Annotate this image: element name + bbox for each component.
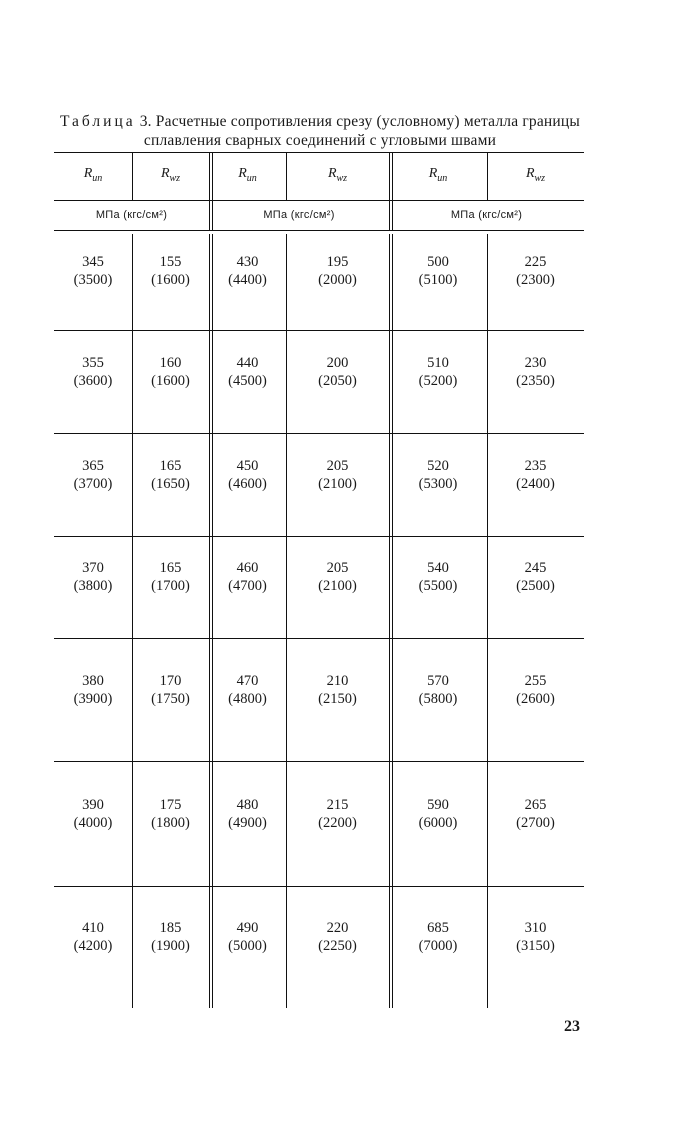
table-rule bbox=[54, 536, 584, 537]
cell-value-kgf: (2300) bbox=[516, 272, 555, 288]
caption-lead: Таблица bbox=[59, 113, 136, 130]
table-cell bbox=[487, 796, 584, 832]
cell-value-kgf: (2700) bbox=[516, 814, 555, 831]
cell-value-kgf: (1700) bbox=[151, 578, 190, 594]
cell-value-mpa: 220 bbox=[326, 920, 349, 936]
cell-value-mpa: 165 bbox=[159, 457, 182, 474]
cell-value-mpa: 490 bbox=[236, 920, 259, 936]
cell-value-kgf: (1650) bbox=[151, 475, 190, 492]
cell-value-mpa: 225 bbox=[524, 254, 547, 270]
table-cell bbox=[389, 559, 487, 595]
cell-value-mpa: 520 bbox=[427, 457, 449, 474]
column-rule bbox=[286, 234, 287, 1008]
table-cell bbox=[286, 354, 389, 390]
cell-value-mpa: 440 bbox=[236, 354, 259, 371]
column-rule bbox=[487, 234, 488, 1008]
cell-value-kgf: (4800) bbox=[228, 690, 267, 707]
table-cell bbox=[54, 253, 132, 289]
cell-value-kgf: (3600) bbox=[73, 372, 113, 389]
table-cell bbox=[54, 796, 132, 832]
column-rule bbox=[209, 234, 210, 1008]
cell-value-mpa: 195 bbox=[326, 254, 349, 270]
cell-value-mpa: 410 bbox=[82, 920, 104, 936]
column-header bbox=[389, 166, 487, 184]
column-header bbox=[54, 166, 132, 184]
cell-value-kgf: (5800) bbox=[418, 690, 458, 707]
cell-value-mpa: 510 bbox=[427, 354, 449, 371]
table-cell bbox=[286, 919, 389, 955]
column-header bbox=[286, 166, 389, 184]
table-rule bbox=[54, 230, 584, 231]
table-cell bbox=[132, 253, 209, 289]
cell-value-kgf: (4200) bbox=[73, 938, 113, 954]
cell-value-kgf: (4500) bbox=[228, 372, 267, 389]
cell-value-kgf: (2350) bbox=[516, 372, 555, 389]
table-cell bbox=[132, 559, 209, 595]
cell-value-kgf: (2500) bbox=[516, 578, 555, 594]
table-cell bbox=[209, 354, 286, 390]
table-cell bbox=[132, 796, 209, 832]
table-cell bbox=[209, 457, 286, 493]
cell-value-mpa: 470 bbox=[236, 672, 259, 689]
cell-value-kgf: (1900) bbox=[151, 938, 190, 954]
cell-value-kgf: (5500) bbox=[418, 578, 458, 594]
cell-value-kgf: (4600) bbox=[228, 475, 267, 492]
caption-text: 3. Расчетные сопротивления срезу (условному) металла границы сплавления сварных соединений с угловыми швами bbox=[135, 113, 581, 149]
table-cell bbox=[487, 559, 584, 595]
table-cell bbox=[389, 457, 487, 493]
header-symbol: R bbox=[327, 166, 337, 181]
cell-value-kgf: (3900) bbox=[73, 690, 113, 707]
header-subscript: wz bbox=[336, 172, 348, 184]
cell-value-kgf: (2400) bbox=[516, 475, 555, 492]
table-cell bbox=[286, 672, 389, 708]
cell-value-kgf: (3800) bbox=[73, 578, 113, 594]
cell-value-mpa: 175 bbox=[159, 796, 182, 813]
column-rule bbox=[132, 234, 133, 1008]
table-cell bbox=[209, 253, 286, 289]
cell-value-kgf: (4400) bbox=[228, 272, 267, 288]
header-symbol: R bbox=[238, 166, 247, 181]
cell-value-mpa: 685 bbox=[427, 920, 449, 936]
cell-value-mpa: 170 bbox=[159, 672, 182, 689]
cell-value-mpa: 310 bbox=[524, 920, 547, 936]
table-caption bbox=[50, 112, 590, 150]
cell-value-kgf: (2150) bbox=[318, 690, 357, 707]
cell-value-kgf: (4700) bbox=[228, 578, 267, 594]
table-cell bbox=[132, 354, 209, 390]
table-cell bbox=[389, 672, 487, 708]
column-header bbox=[132, 166, 209, 184]
column-header bbox=[209, 166, 286, 184]
header-subscript: wz bbox=[169, 172, 181, 184]
cell-value-mpa: 235 bbox=[524, 457, 547, 474]
cell-value-mpa: 370 bbox=[82, 560, 104, 576]
cell-value-kgf: (3700) bbox=[73, 475, 113, 492]
cell-value-mpa: 380 bbox=[82, 672, 104, 689]
cell-value-mpa: 265 bbox=[524, 796, 547, 813]
cell-value-kgf: (3150) bbox=[516, 938, 555, 954]
header-subscript: un bbox=[437, 172, 448, 184]
column-rule bbox=[212, 234, 213, 1008]
cell-value-mpa: 210 bbox=[326, 672, 349, 689]
cell-value-kgf: (4000) bbox=[73, 814, 113, 831]
cell-value-mpa: 255 bbox=[524, 672, 547, 689]
cell-value-kgf: (1600) bbox=[151, 272, 190, 288]
cell-value-kgf: (2250) bbox=[318, 938, 357, 954]
cell-value-mpa: 205 bbox=[326, 457, 349, 474]
header-symbol: R bbox=[428, 166, 438, 181]
cell-value-mpa: 390 bbox=[82, 796, 104, 813]
column-rule bbox=[392, 234, 393, 1008]
table-cell bbox=[487, 457, 584, 493]
cell-value-kgf: (1600) bbox=[151, 372, 190, 389]
table-cell bbox=[286, 457, 389, 493]
cell-value-kgf: (2600) bbox=[516, 690, 555, 707]
table-rule bbox=[54, 152, 584, 153]
column-header bbox=[487, 166, 584, 184]
cell-value-mpa: 160 bbox=[159, 354, 182, 371]
cell-value-mpa: 365 bbox=[82, 457, 104, 474]
table-cell bbox=[389, 796, 487, 832]
column-rule bbox=[389, 234, 390, 1008]
table-cell bbox=[487, 919, 584, 955]
cell-value-mpa: 430 bbox=[236, 254, 259, 270]
header-subscript: un bbox=[246, 172, 257, 184]
table-cell bbox=[209, 919, 286, 955]
table-rule bbox=[54, 433, 584, 434]
table-cell bbox=[54, 919, 132, 955]
cell-value-mpa: 590 bbox=[427, 796, 449, 813]
header-symbol: R bbox=[83, 166, 93, 181]
table-cell bbox=[487, 354, 584, 390]
cell-value-mpa: 460 bbox=[236, 560, 259, 576]
cell-value-kgf: (3500) bbox=[73, 272, 113, 288]
cell-value-mpa: 245 bbox=[524, 560, 547, 576]
cell-value-mpa: 165 bbox=[159, 560, 182, 576]
header-symbol: R bbox=[525, 166, 535, 181]
unit-label: МПа (кгс/см²) bbox=[450, 209, 523, 221]
cell-value-mpa: 570 bbox=[427, 672, 449, 689]
cell-value-kgf: (2100) bbox=[318, 475, 357, 492]
resistance-table bbox=[54, 152, 584, 1008]
cell-value-kgf: (5300) bbox=[418, 475, 458, 492]
header-subscript: un bbox=[92, 172, 103, 184]
cell-value-mpa: 450 bbox=[236, 457, 259, 474]
cell-value-kgf: (5100) bbox=[418, 272, 458, 288]
cell-value-kgf: (7000) bbox=[418, 938, 458, 954]
cell-value-kgf: (1750) bbox=[151, 690, 190, 707]
table-cell bbox=[54, 457, 132, 493]
table-cell bbox=[286, 559, 389, 595]
cell-value-kgf: (2100) bbox=[318, 578, 357, 594]
table-cell bbox=[487, 253, 584, 289]
table-cell bbox=[487, 672, 584, 708]
table-cell bbox=[209, 559, 286, 595]
cell-value-mpa: 215 bbox=[326, 796, 349, 813]
cell-value-mpa: 230 bbox=[524, 354, 547, 371]
cell-value-kgf: (5200) bbox=[418, 372, 458, 389]
cell-value-mpa: 185 bbox=[159, 920, 182, 936]
table-rule bbox=[54, 886, 584, 887]
table-rule bbox=[54, 330, 584, 331]
cell-value-mpa: 540 bbox=[427, 560, 449, 576]
table-cell bbox=[132, 457, 209, 493]
header-subscript: wz bbox=[534, 172, 546, 184]
table-cell bbox=[209, 672, 286, 708]
cell-value-kgf: (4900) bbox=[228, 814, 267, 831]
page-number: 23 bbox=[564, 1018, 580, 1035]
table-cell bbox=[389, 253, 487, 289]
cell-value-kgf: (2000) bbox=[318, 272, 357, 288]
cell-value-mpa: 345 bbox=[82, 254, 104, 270]
table-cell bbox=[54, 672, 132, 708]
cell-value-kgf: (1800) bbox=[151, 814, 190, 831]
header-symbol: R bbox=[160, 166, 170, 181]
cell-value-kgf: (6000) bbox=[418, 814, 458, 831]
table-cell bbox=[54, 354, 132, 390]
table-cell bbox=[286, 796, 389, 832]
table-rule bbox=[54, 761, 584, 762]
cell-value-kgf: (2200) bbox=[318, 814, 357, 831]
unit-label: МПа (кгс/см²) bbox=[95, 209, 168, 221]
table-rule bbox=[54, 638, 584, 639]
cell-value-mpa: 500 bbox=[427, 254, 449, 270]
unit-label: МПа (кгс/см²) bbox=[263, 209, 335, 221]
cell-value-mpa: 205 bbox=[326, 560, 349, 576]
cell-value-kgf: (5000) bbox=[228, 938, 267, 954]
table-cell bbox=[286, 253, 389, 289]
table-cell bbox=[389, 919, 487, 955]
cell-value-mpa: 480 bbox=[236, 796, 259, 813]
table-cell bbox=[54, 559, 132, 595]
cell-value-mpa: 200 bbox=[326, 354, 349, 371]
table-cell bbox=[389, 354, 487, 390]
cell-value-kgf: (2050) bbox=[318, 372, 357, 389]
table-cell bbox=[132, 672, 209, 708]
table-cell bbox=[209, 796, 286, 832]
cell-value-mpa: 155 bbox=[159, 254, 182, 270]
cell-value-mpa: 355 bbox=[82, 354, 104, 371]
table-rule bbox=[54, 200, 584, 201]
table-cell bbox=[132, 919, 209, 955]
